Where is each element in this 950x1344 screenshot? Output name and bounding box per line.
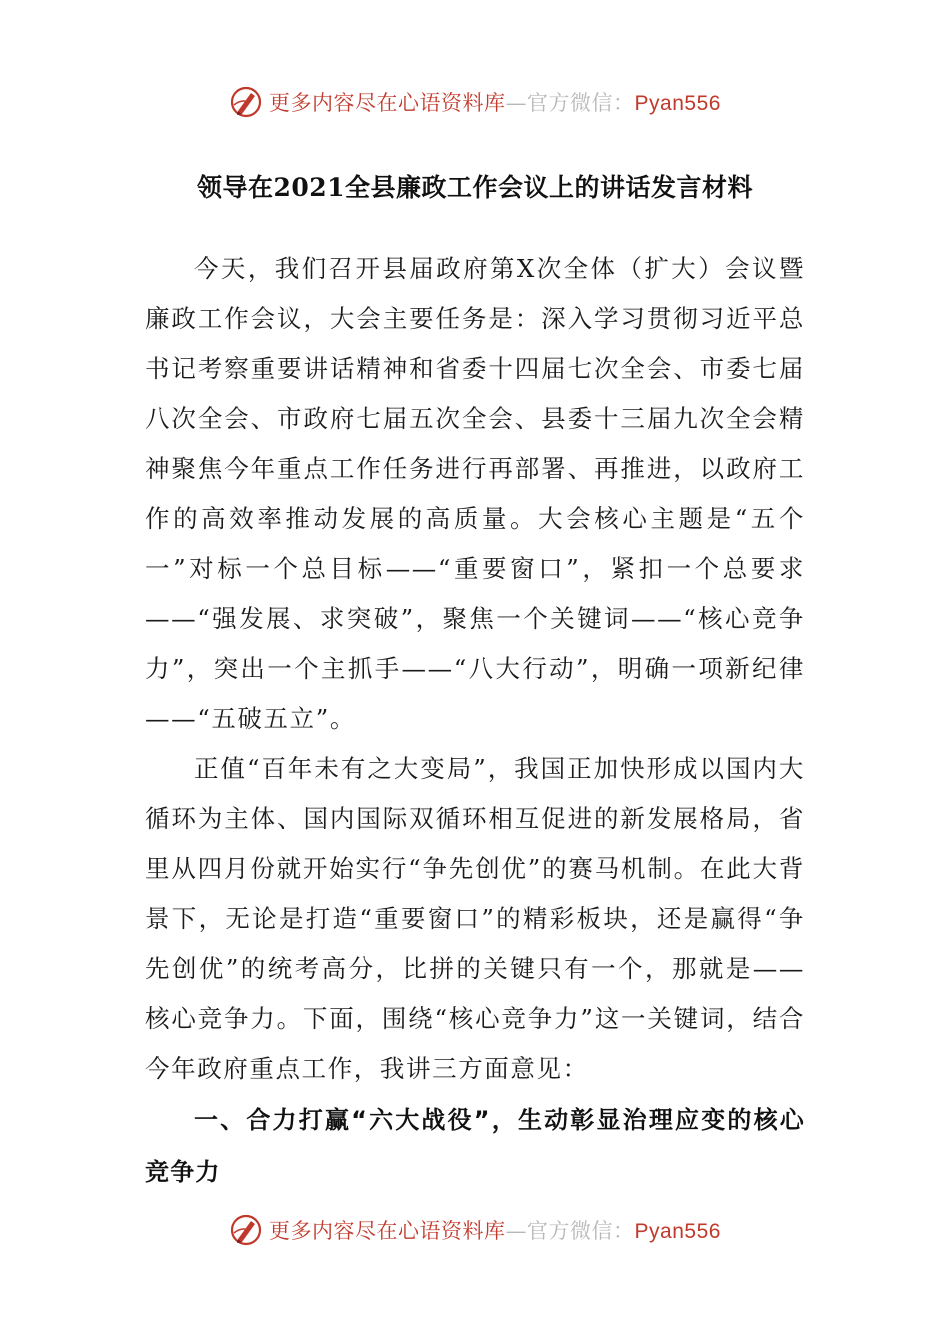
banner-wechat-id: Pyan556 bbox=[634, 1220, 721, 1243]
banner-wechat-label: 官方微信： bbox=[527, 91, 635, 115]
banner-site-text: 更多内容尽在心语资料库 bbox=[269, 1219, 506, 1243]
banner-dash: — bbox=[505, 1219, 528, 1243]
banner-text bbox=[269, 87, 721, 117]
pen-logo-icon bbox=[229, 1213, 263, 1247]
section-heading: 一、合力打赢“六大战役”，生动彰显治理应变的核心竞争力 bbox=[145, 1106, 805, 1186]
banner-wechat-id: Pyan556 bbox=[634, 92, 721, 115]
paragraph: 正值“百年未有之大变局”，我国正加快形成以国内大循环为主体、国内国际双循环相互促进的新发展格局，省里从四月份就开始实行“争先创优”的赛马机制。在此大背景下，无论是打造“重要窗口”的精彩板块，还是赢得“争先创优”的统考高分，比拼的关键只有一个，那就是——核心竞争力。下面，围绕“核心竞争力”这一关键词，结合今年政府重点工作，我讲三方面意见： bbox=[145, 754, 805, 1083]
banner-site-text: 更多内容尽在心语资料库 bbox=[269, 91, 506, 115]
banner-wechat-label: 官方微信： bbox=[527, 1219, 635, 1243]
banner-text bbox=[269, 1215, 721, 1245]
paragraph: 今天，我们召开县届政府第X次全体（扩大）会议暨廉政工作会议，大会主要任务是：深入学习贯彻习近平总书记考察重要讲话精神和省委十四届七次全会、市委七届八次全会、市政府七届五次全会、县委十三届九次全会精神聚焦今年重点工作任务进行再部署、再推进，以政府工作的高效率推动发展的高质量。大会核心主题是“五个一”对标一个总目标——“重要窗口”，紧扣一个总要求——“强发展、求突破”，聚焦一个关键词——“核心竞争力”，突出一个主抓手——“八大行动”，明确一项新纪律——“五破五立”。 bbox=[145, 254, 805, 733]
pen-logo-icon bbox=[229, 85, 263, 119]
banner-dash: — bbox=[505, 91, 528, 115]
document-body bbox=[145, 244, 805, 1198]
footer-banner bbox=[0, 1208, 950, 1252]
header-banner bbox=[0, 80, 950, 124]
document-title: 领导在2021全县廉政工作会议上的讲话发言材料 bbox=[196, 173, 754, 202]
